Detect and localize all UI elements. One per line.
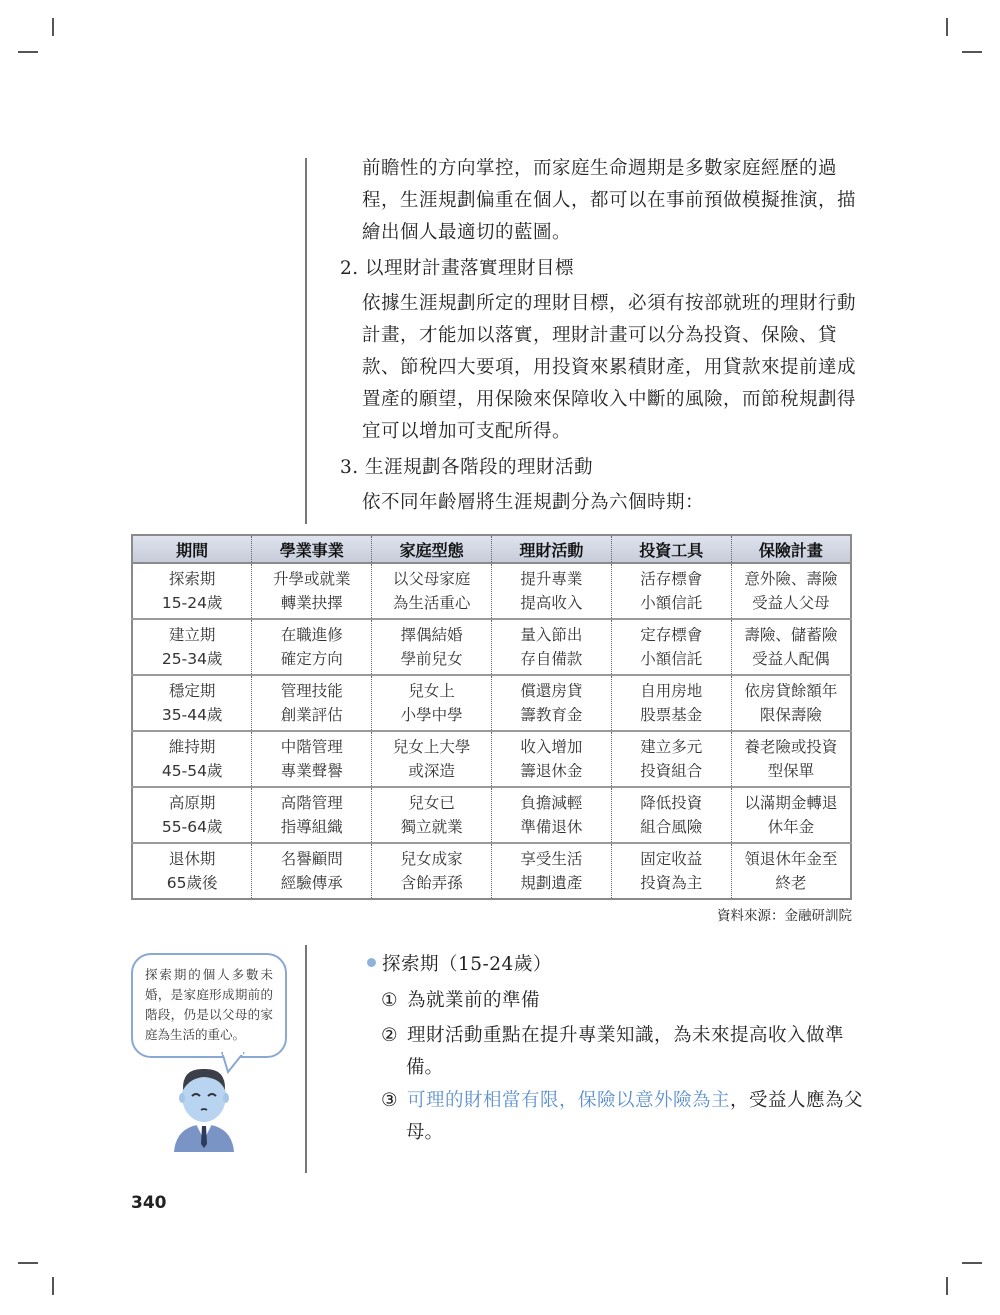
cell-line: 或深造: [408, 762, 455, 780]
cell-line: 量入節出: [520, 626, 583, 644]
cell-line: 自用房地: [640, 682, 703, 700]
table-cell: [491, 787, 611, 843]
highlighted-text: 可理的財相當有限，保險以意外險為主: [407, 1090, 731, 1111]
table-header-cell: 理財活動: [491, 535, 611, 563]
table-cell: [372, 563, 492, 619]
cell-line: 退休期: [168, 850, 216, 868]
cell-line: 35-44歲: [161, 706, 223, 724]
table-header-cell: 學業事業: [252, 535, 372, 563]
cell-line: 45-54歲: [161, 762, 223, 780]
cell-line: 小學中學: [400, 706, 463, 724]
crop-mark: [962, 1262, 982, 1264]
cell-line: 休年金: [767, 818, 815, 836]
cell-line: 固定收益: [640, 850, 703, 868]
cell-line: 維持期: [168, 738, 216, 756]
table-cell: [611, 787, 731, 843]
cell-line: 專業聲譽: [280, 762, 343, 780]
margin-rule: [305, 158, 307, 524]
crop-mark: [18, 1262, 38, 1264]
businessman-illustration: [168, 1060, 240, 1152]
cell-line: 組合風險: [640, 818, 703, 836]
cell-line: 管理技能: [280, 682, 343, 700]
table-header-cell: 保險計畫: [731, 535, 851, 563]
table-cell: [491, 675, 611, 731]
table-cell: [731, 787, 851, 843]
table-row: [132, 731, 851, 787]
cell-line: 轉業抉擇: [280, 594, 343, 612]
text-line: 計畫，才能加以落實，理財計畫可以分為投資、保險、貸: [362, 325, 838, 346]
table-cell: [731, 843, 851, 899]
table-row: [132, 675, 851, 731]
paragraph-2: [362, 288, 857, 448]
table-cell: [252, 731, 372, 787]
cell-line: 終老: [775, 874, 807, 892]
table-cell: [252, 787, 372, 843]
crop-mark: [18, 51, 38, 53]
cell-line: 25-34歲: [161, 650, 223, 668]
cell-line: 受益人父母: [752, 594, 830, 612]
section-heading-2: 2. 以理財計畫落實理財目標: [340, 258, 575, 279]
item-text: 為就業前的準備: [407, 990, 541, 1011]
item-number: ①: [381, 990, 399, 1011]
table-row: [132, 843, 851, 899]
table-cell: [491, 731, 611, 787]
cell-line: 籌退休金: [520, 762, 583, 780]
cell-line: 以父母家庭: [392, 570, 471, 588]
text-line: 繪出個人最適切的藍圖。: [362, 222, 572, 243]
cell-line: 定存標會: [640, 626, 703, 644]
table-row: [132, 563, 851, 619]
cell-line: 名譽顧問: [280, 850, 343, 868]
intro-paragraph: [362, 153, 857, 249]
table-cell: [491, 619, 611, 675]
text-line: 程，生涯規劃偏重在個人，都可以在事前預做模擬推演，描: [362, 190, 857, 211]
table-cell: [372, 675, 492, 731]
cell-line: 活存標會: [640, 570, 703, 588]
life-stage-table: [131, 534, 852, 900]
table-cell: [611, 731, 731, 787]
cell-line: 投資組合: [640, 762, 703, 780]
cell-line: 養老險或投資: [744, 738, 838, 756]
text-line: 前瞻性的方向掌控，而家庭生命週期是多數家庭經歷的過: [362, 158, 838, 179]
table-cell: [731, 731, 851, 787]
table-cell: [491, 563, 611, 619]
crop-mark: [52, 18, 54, 36]
cell-line: 意外險、壽險: [744, 570, 838, 588]
page-number: 340: [131, 1193, 167, 1213]
table-header-cell: 期間: [132, 535, 252, 563]
table-source: 資料來源：金融研訓院: [717, 908, 852, 924]
cell-line: 兒女已: [408, 794, 455, 812]
list-item: [381, 985, 540, 1017]
cell-line: 高階管理: [280, 794, 343, 812]
cell-line: 為生活重心: [392, 594, 471, 612]
cell-line: 兒女成家: [400, 850, 463, 868]
crop-mark: [946, 18, 948, 36]
cell-line: 建立多元: [640, 738, 703, 756]
cell-line: 高原期: [168, 794, 216, 812]
table-cell: [132, 731, 252, 787]
table-cell: [252, 675, 372, 731]
sidebar-note-bubble: 探索期的個人多數未婚，是家庭形成期前的階段，仍是以父母的家庭為生活的重心。: [131, 953, 287, 1058]
table-cell: [252, 563, 372, 619]
table-header-row: [132, 535, 851, 563]
table-cell: [611, 675, 731, 731]
item-number: ②: [381, 1025, 399, 1046]
text-line: 宜可以增加可支配所得。: [362, 421, 572, 442]
table-cell: [491, 843, 611, 899]
cell-line: 收入增加: [520, 738, 583, 756]
cell-line: 型保單: [767, 762, 815, 780]
crop-mark: [52, 1277, 54, 1295]
cell-line: 小額信託: [640, 594, 703, 612]
section-subheading: 探索期（15-24歲）: [382, 954, 552, 975]
cell-line: 中階管理: [280, 738, 343, 756]
cell-line: 以滿期金轉退: [744, 794, 838, 812]
cell-line: 依房貸餘額年: [744, 682, 838, 700]
cell-line: 建立期: [168, 626, 216, 644]
cell-line: 兒女上: [408, 682, 455, 700]
cell-line: 兒女上大學: [392, 738, 471, 756]
table-cell: [132, 563, 252, 619]
cell-line: 領退休年金至: [744, 850, 838, 868]
cell-line: 提升專業: [520, 570, 583, 588]
table-cell: [252, 619, 372, 675]
cell-line: 在職進修: [280, 626, 343, 644]
cell-line: 享受生活: [520, 850, 583, 868]
table-cell: [731, 563, 851, 619]
table-cell: [372, 787, 492, 843]
section-heading-3: 3. 生涯規劃各階段的理財活動: [340, 457, 594, 478]
cell-line: 確定方向: [280, 650, 343, 668]
cell-line: 準備退休: [520, 818, 583, 836]
table-cell: [372, 619, 492, 675]
cell-line: 受益人配偶: [752, 650, 830, 668]
cell-line: 限保壽險: [759, 706, 822, 724]
table-cell: [731, 675, 851, 731]
cell-line: 股票基金: [640, 706, 703, 724]
table-row: [132, 619, 851, 675]
table-cell: [731, 619, 851, 675]
table-cell: [611, 563, 731, 619]
cell-line: 55-64歲: [161, 818, 223, 836]
cell-line: 規劃遺產: [520, 874, 583, 892]
list-item: [381, 1020, 844, 1052]
crop-mark: [946, 1277, 948, 1295]
cell-line: 提高收入: [520, 594, 583, 612]
cell-line: 探索期: [168, 570, 216, 588]
cell-line: 償還房貸: [520, 682, 583, 700]
cell-line: 負擔減輕: [520, 794, 583, 812]
cell-line: 穩定期: [168, 682, 216, 700]
list-item: [381, 1085, 863, 1117]
table-cell: [132, 675, 252, 731]
paragraph-3: 依不同年齡層將生涯規劃分為六個時期：: [362, 492, 705, 513]
cell-line: 經驗傳承: [280, 874, 343, 892]
cell-line: 擇偶結婚: [400, 626, 463, 644]
cell-line: 65歲後: [166, 874, 218, 892]
cell-line: 壽險、儲蓄險: [744, 626, 838, 644]
cell-line: 降低投資: [640, 794, 703, 812]
table-cell: [132, 843, 252, 899]
table-cell: [611, 619, 731, 675]
text-line: 置產的願望，用保險來保障收入中斷的風險，而節稅規劃得: [362, 389, 857, 410]
cell-line: 學前兒女: [400, 650, 463, 668]
cell-line: 籌教育金: [520, 706, 583, 724]
item-number: ③: [381, 1090, 399, 1111]
cell-line: 15-24歲: [161, 594, 223, 612]
table-row: [132, 787, 851, 843]
cell-line: 指導組織: [280, 818, 343, 836]
text-line: 依據生涯規劃所定的理財目標，必須有按部就班的理財行動: [362, 293, 857, 314]
cell-line: 含飴弄孫: [400, 874, 463, 892]
text-line: 款、節稅四大要項，用投資來累積財產，用貸款來提前達成: [362, 357, 857, 378]
table-header-cell: 家庭型態: [372, 535, 492, 563]
table-cell: [252, 843, 372, 899]
item-text: 理財活動重點在提升專業知識，為未來提高收入做準: [407, 1025, 845, 1046]
table-cell: [372, 731, 492, 787]
item-continuation: 母。: [406, 1122, 444, 1143]
item-text: ，受益人應為父: [730, 1090, 864, 1111]
crop-mark: [962, 51, 982, 53]
cell-line: 獨立就業: [400, 818, 463, 836]
table-cell: [132, 619, 252, 675]
table-cell: [372, 843, 492, 899]
table-header-cell: 投資工具: [611, 535, 731, 563]
bullet-dot-icon: [367, 958, 376, 967]
margin-rule: [305, 945, 307, 1173]
cell-line: 小額信託: [640, 650, 703, 668]
cell-line: 投資為主: [640, 874, 703, 892]
cell-line: 創業評估: [280, 706, 343, 724]
item-continuation: 備。: [406, 1057, 444, 1078]
table-cell: [611, 843, 731, 899]
cell-line: 存自備款: [520, 650, 583, 668]
table-cell: [132, 787, 252, 843]
cell-line: 升學或就業: [272, 570, 351, 588]
